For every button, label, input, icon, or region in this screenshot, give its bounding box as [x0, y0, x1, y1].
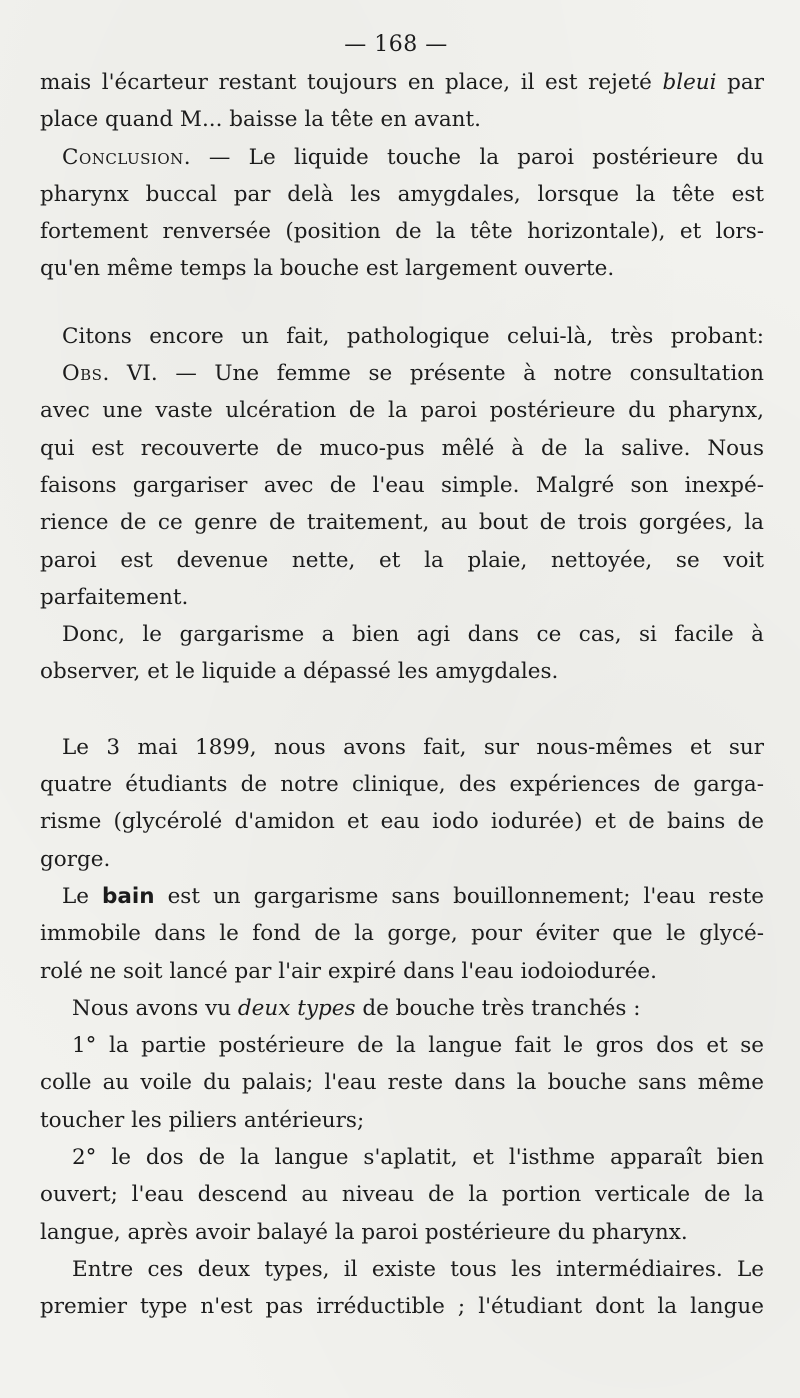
- text-line: Le 3 mai 1899, nous avons fait, sur nous-mêmes et sur: [62, 734, 764, 760]
- text-line: quatre étudiants de notre clinique, des expériences de garga-: [40, 772, 764, 798]
- paragraph-continuation: [40, 64, 764, 139]
- text-line: Citons encore un fait, pathologique celui-là, très probant:: [62, 323, 764, 349]
- bold-term: bain: [102, 883, 155, 909]
- text-line: premier type n'est pas irréductible ; l'étudiant dont la langue: [40, 1294, 764, 1320]
- text-line: langue, après avoir balayé la paroi postérieure du pharynx.: [40, 1219, 688, 1245]
- emphasis: bleui: [662, 70, 717, 95]
- text-line: 1° la partie postérieure de la langue fait le gros dos et se: [72, 1033, 764, 1059]
- text-line: Entre ces deux types, il existe tous les intermédiaires. Le: [72, 1256, 764, 1282]
- paragraph-conclusion: [40, 139, 764, 288]
- page-number: — 168 —: [344, 32, 448, 57]
- text-line: colle au voile du palais; l'eau reste dans la bouche sans même: [40, 1070, 764, 1096]
- section-label: Obs: [62, 361, 103, 387]
- text-line: Obs. VI. — Une femme se présente à notre consultation: [62, 361, 764, 387]
- text-line: ouvert; l'eau descend au niveau de la portion verticale de la: [40, 1182, 764, 1208]
- text-line: Le bain est un gargarisme sans bouillonnement; l'eau reste: [62, 883, 764, 909]
- text-line: qui est recouverte de muco-pus mêlé à de la salive. Nous: [40, 435, 764, 461]
- text-line: gorge.: [40, 846, 111, 872]
- text-line: fortement renversée (position de la tête horizontale), et lors-: [40, 219, 764, 245]
- text-line: risme (glycérolé d'amidon et eau iodo iodurée) et de bains de: [40, 809, 764, 835]
- text-line: immobile dans le fond de la gorge, pour éviter que le glycé-: [40, 921, 764, 947]
- text-line: faisons gargariser avec de l'eau simple. Malgré son inexpé-: [40, 472, 764, 498]
- paragraph-observation: [40, 318, 764, 691]
- text-line: Donc, le gargarisme a bien agi dans ce cas, si facile à: [62, 622, 764, 648]
- text-line: rience de ce genre de traitement, au bout de trois gorgées, la: [40, 510, 764, 536]
- text-line: Nous avons vu deux types de bouche très tranchés :: [72, 995, 641, 1021]
- text-line: qu'en même temps la bouche est largement ouverte.: [40, 256, 615, 282]
- text-line: toucher les piliers antérieurs;: [40, 1107, 365, 1133]
- text-line: pharynx buccal par delà les amygdales, lorsque la tête est: [40, 181, 764, 207]
- text-line: rolé ne soit lancé par l'air expiré dans l'eau iodoiodurée.: [40, 958, 657, 984]
- text-line: mais l'écarteur restant toujours en place, il est rejeté bleui par: [40, 70, 764, 95]
- emphasis: deux types: [237, 995, 356, 1021]
- section-label: Conclusion: [62, 144, 184, 170]
- text-line: parfaitement.: [40, 584, 189, 610]
- text-line: observer, et le liquide a dépassé les amygdales.: [40, 659, 559, 685]
- text-line: paroi est devenue nette, et la plaie, nettoyée, se voit: [40, 547, 764, 573]
- text-line: Conclusion. — Le liquide touche la paroi postérieure du: [62, 144, 764, 170]
- paragraph-experiments: [40, 729, 764, 1326]
- text-line: 2° le dos de la langue s'aplatit, et l'isthme apparaît bien: [72, 1145, 764, 1171]
- text-line: place quand M... baisse la tête en avant.: [40, 107, 481, 133]
- text-line: avec une vaste ulcération de la paroi postérieure du pharynx,: [40, 398, 764, 424]
